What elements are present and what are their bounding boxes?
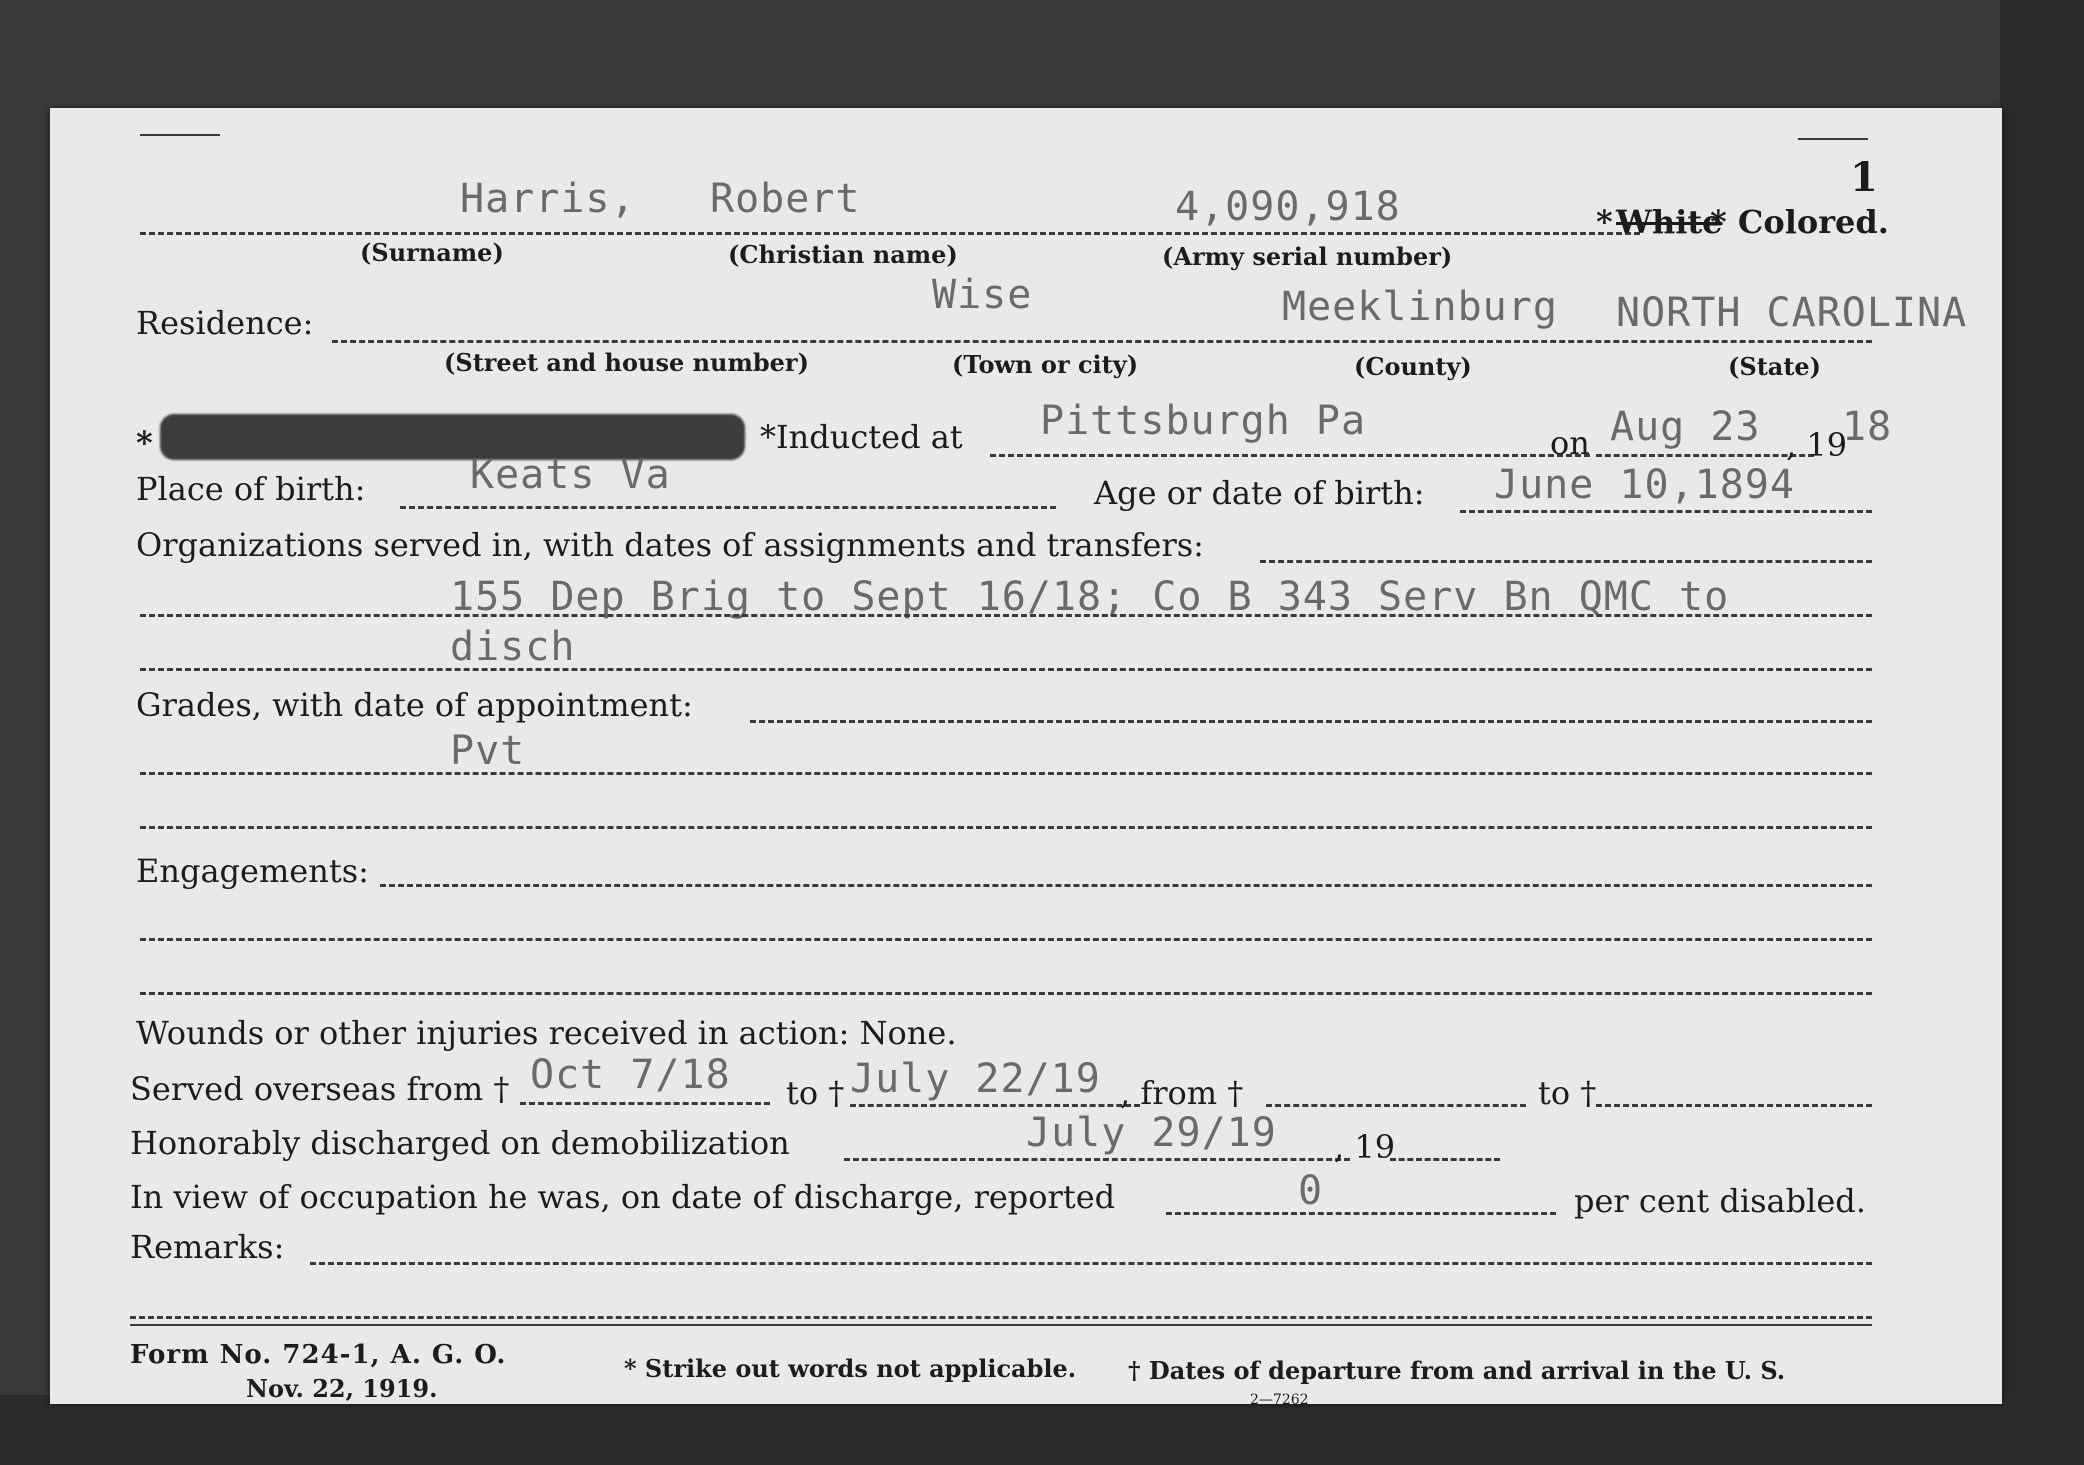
remarks-line1 bbox=[310, 1262, 1872, 1265]
form-date: Nov. 22, 1919. bbox=[246, 1374, 438, 1403]
top-left-rule bbox=[140, 134, 220, 136]
induction-date-line bbox=[1596, 454, 1814, 457]
disability-suffix: per cent disabled. bbox=[1574, 1182, 1866, 1220]
organizations-line1-value: 155 Dep Brig to Sept 16/18; Co B 343 Serv Bn QMC to bbox=[450, 574, 1730, 620]
service-record-card bbox=[50, 108, 2002, 1408]
induction-year-value: 18 bbox=[1842, 404, 1893, 450]
overseas-to2-line bbox=[1596, 1104, 1872, 1107]
state-value: NORTH CAROLINA bbox=[1616, 290, 1968, 336]
engagements-label: Engagements: bbox=[136, 852, 369, 890]
grades-label: Grades, with date of appointment: bbox=[136, 686, 693, 724]
serial-number-label: (Army serial number) bbox=[1162, 242, 1453, 271]
background-strip-right bbox=[2000, 0, 2084, 1465]
race-colored: * Colored. bbox=[1710, 203, 1889, 241]
county-label: (County) bbox=[1354, 352, 1472, 381]
discharge-year-line bbox=[1390, 1158, 1500, 1161]
organizations-line2 bbox=[140, 668, 1872, 671]
induction-place-value: Pittsburgh Pa bbox=[1040, 398, 1367, 444]
organizations-line2-value: disch bbox=[450, 624, 576, 670]
disability-value: 0 bbox=[1298, 1168, 1324, 1214]
name-line bbox=[140, 232, 1640, 235]
place-of-birth-value: Keats Va bbox=[470, 452, 671, 498]
overseas-from2-line bbox=[1266, 1104, 1526, 1107]
date-of-birth-value: June 10,1894 bbox=[1494, 462, 1795, 508]
grades-line2 bbox=[140, 826, 1872, 829]
induction-place-line bbox=[990, 454, 1590, 457]
induction-date-value: Aug 23 bbox=[1610, 404, 1761, 450]
overseas-from-line bbox=[520, 1102, 770, 1105]
christian-name-value: Robert bbox=[710, 176, 861, 222]
residence-label: Residence: bbox=[136, 304, 314, 342]
surname-label: (Surname) bbox=[360, 238, 504, 267]
remarks-label: Remarks: bbox=[130, 1228, 285, 1266]
discharge-label: Honorably discharged on demobilization bbox=[130, 1124, 790, 1162]
race-star: * bbox=[1596, 203, 1613, 241]
engagements-line1 bbox=[140, 938, 1872, 941]
christian-name-label: (Christian name) bbox=[728, 240, 958, 269]
grades-line1 bbox=[140, 772, 1872, 775]
engagements-line2 bbox=[140, 992, 1872, 995]
organizations-label-line bbox=[1260, 560, 1872, 563]
town-label: (Town or city) bbox=[952, 350, 1139, 379]
discharge-date-value: July 29/19 bbox=[1026, 1110, 1277, 1156]
grades-label-line bbox=[750, 720, 1872, 723]
serial-number-value: 4,090,918 bbox=[1175, 184, 1401, 230]
place-of-birth-label: Place of birth: bbox=[136, 470, 366, 508]
wounds-text: Wounds or other injuries received in action: None. bbox=[136, 1014, 957, 1052]
on-label: on bbox=[1550, 424, 1590, 462]
state-label: (State) bbox=[1728, 352, 1822, 381]
surname-value: Harris, bbox=[460, 176, 636, 222]
organizations-label: Organizations served in, with dates of assignments and transfers: bbox=[136, 526, 1204, 564]
overseas-to2-label: to † bbox=[1538, 1074, 1597, 1112]
strike-out-note: * Strike out words not applicable. bbox=[624, 1354, 1077, 1383]
overseas-to-label: to † bbox=[786, 1074, 845, 1112]
overseas-to-value: July 22/19 bbox=[850, 1056, 1101, 1102]
county-value: Meeklinburg bbox=[1282, 284, 1558, 330]
dates-note: † Dates of departure from and arrival in the U. S. bbox=[1128, 1356, 1786, 1385]
race-white-struck: White bbox=[1616, 203, 1723, 241]
date-of-birth-label: Age or date of birth: bbox=[1094, 474, 1425, 512]
overseas-from-value: Oct 7/18 bbox=[530, 1052, 731, 1098]
background-strip-bottom bbox=[0, 1395, 2084, 1465]
induction-year-prefix: , 19 bbox=[1786, 426, 1848, 464]
town-value: Wise bbox=[932, 272, 1033, 318]
organizations-line1 bbox=[140, 614, 1872, 617]
disability-line bbox=[1166, 1212, 1556, 1215]
form-number: Form No. 724-1, A. G. O. bbox=[130, 1340, 507, 1370]
remarks-line2 bbox=[130, 1316, 1872, 1319]
top-right-rule bbox=[1798, 138, 1868, 140]
enlistment-star: * bbox=[136, 424, 153, 462]
footer-rule bbox=[130, 1324, 1872, 1326]
overseas-from2-label: , from † bbox=[1120, 1074, 1244, 1112]
residence-line bbox=[332, 340, 1872, 343]
street-label: (Street and house number) bbox=[444, 348, 809, 377]
grades-value: Pvt bbox=[450, 728, 526, 774]
inducted-at-label: *Inducted at bbox=[760, 418, 963, 456]
date-of-birth-line bbox=[1460, 510, 1872, 513]
place-of-birth-line bbox=[400, 506, 1056, 509]
overseas-from-label: Served overseas from † bbox=[130, 1070, 510, 1108]
card-number: 1 bbox=[1850, 154, 1878, 201]
overseas-to-line bbox=[850, 1104, 1140, 1107]
engagements-label-line bbox=[380, 884, 1872, 887]
discharge-year-label: , 19 bbox=[1334, 1128, 1396, 1166]
print-code: 2—7262 bbox=[1250, 1392, 1309, 1408]
disability-label: In view of occupation he was, on date of discharge, reported bbox=[130, 1178, 1116, 1216]
discharge-date-line bbox=[844, 1158, 1350, 1161]
